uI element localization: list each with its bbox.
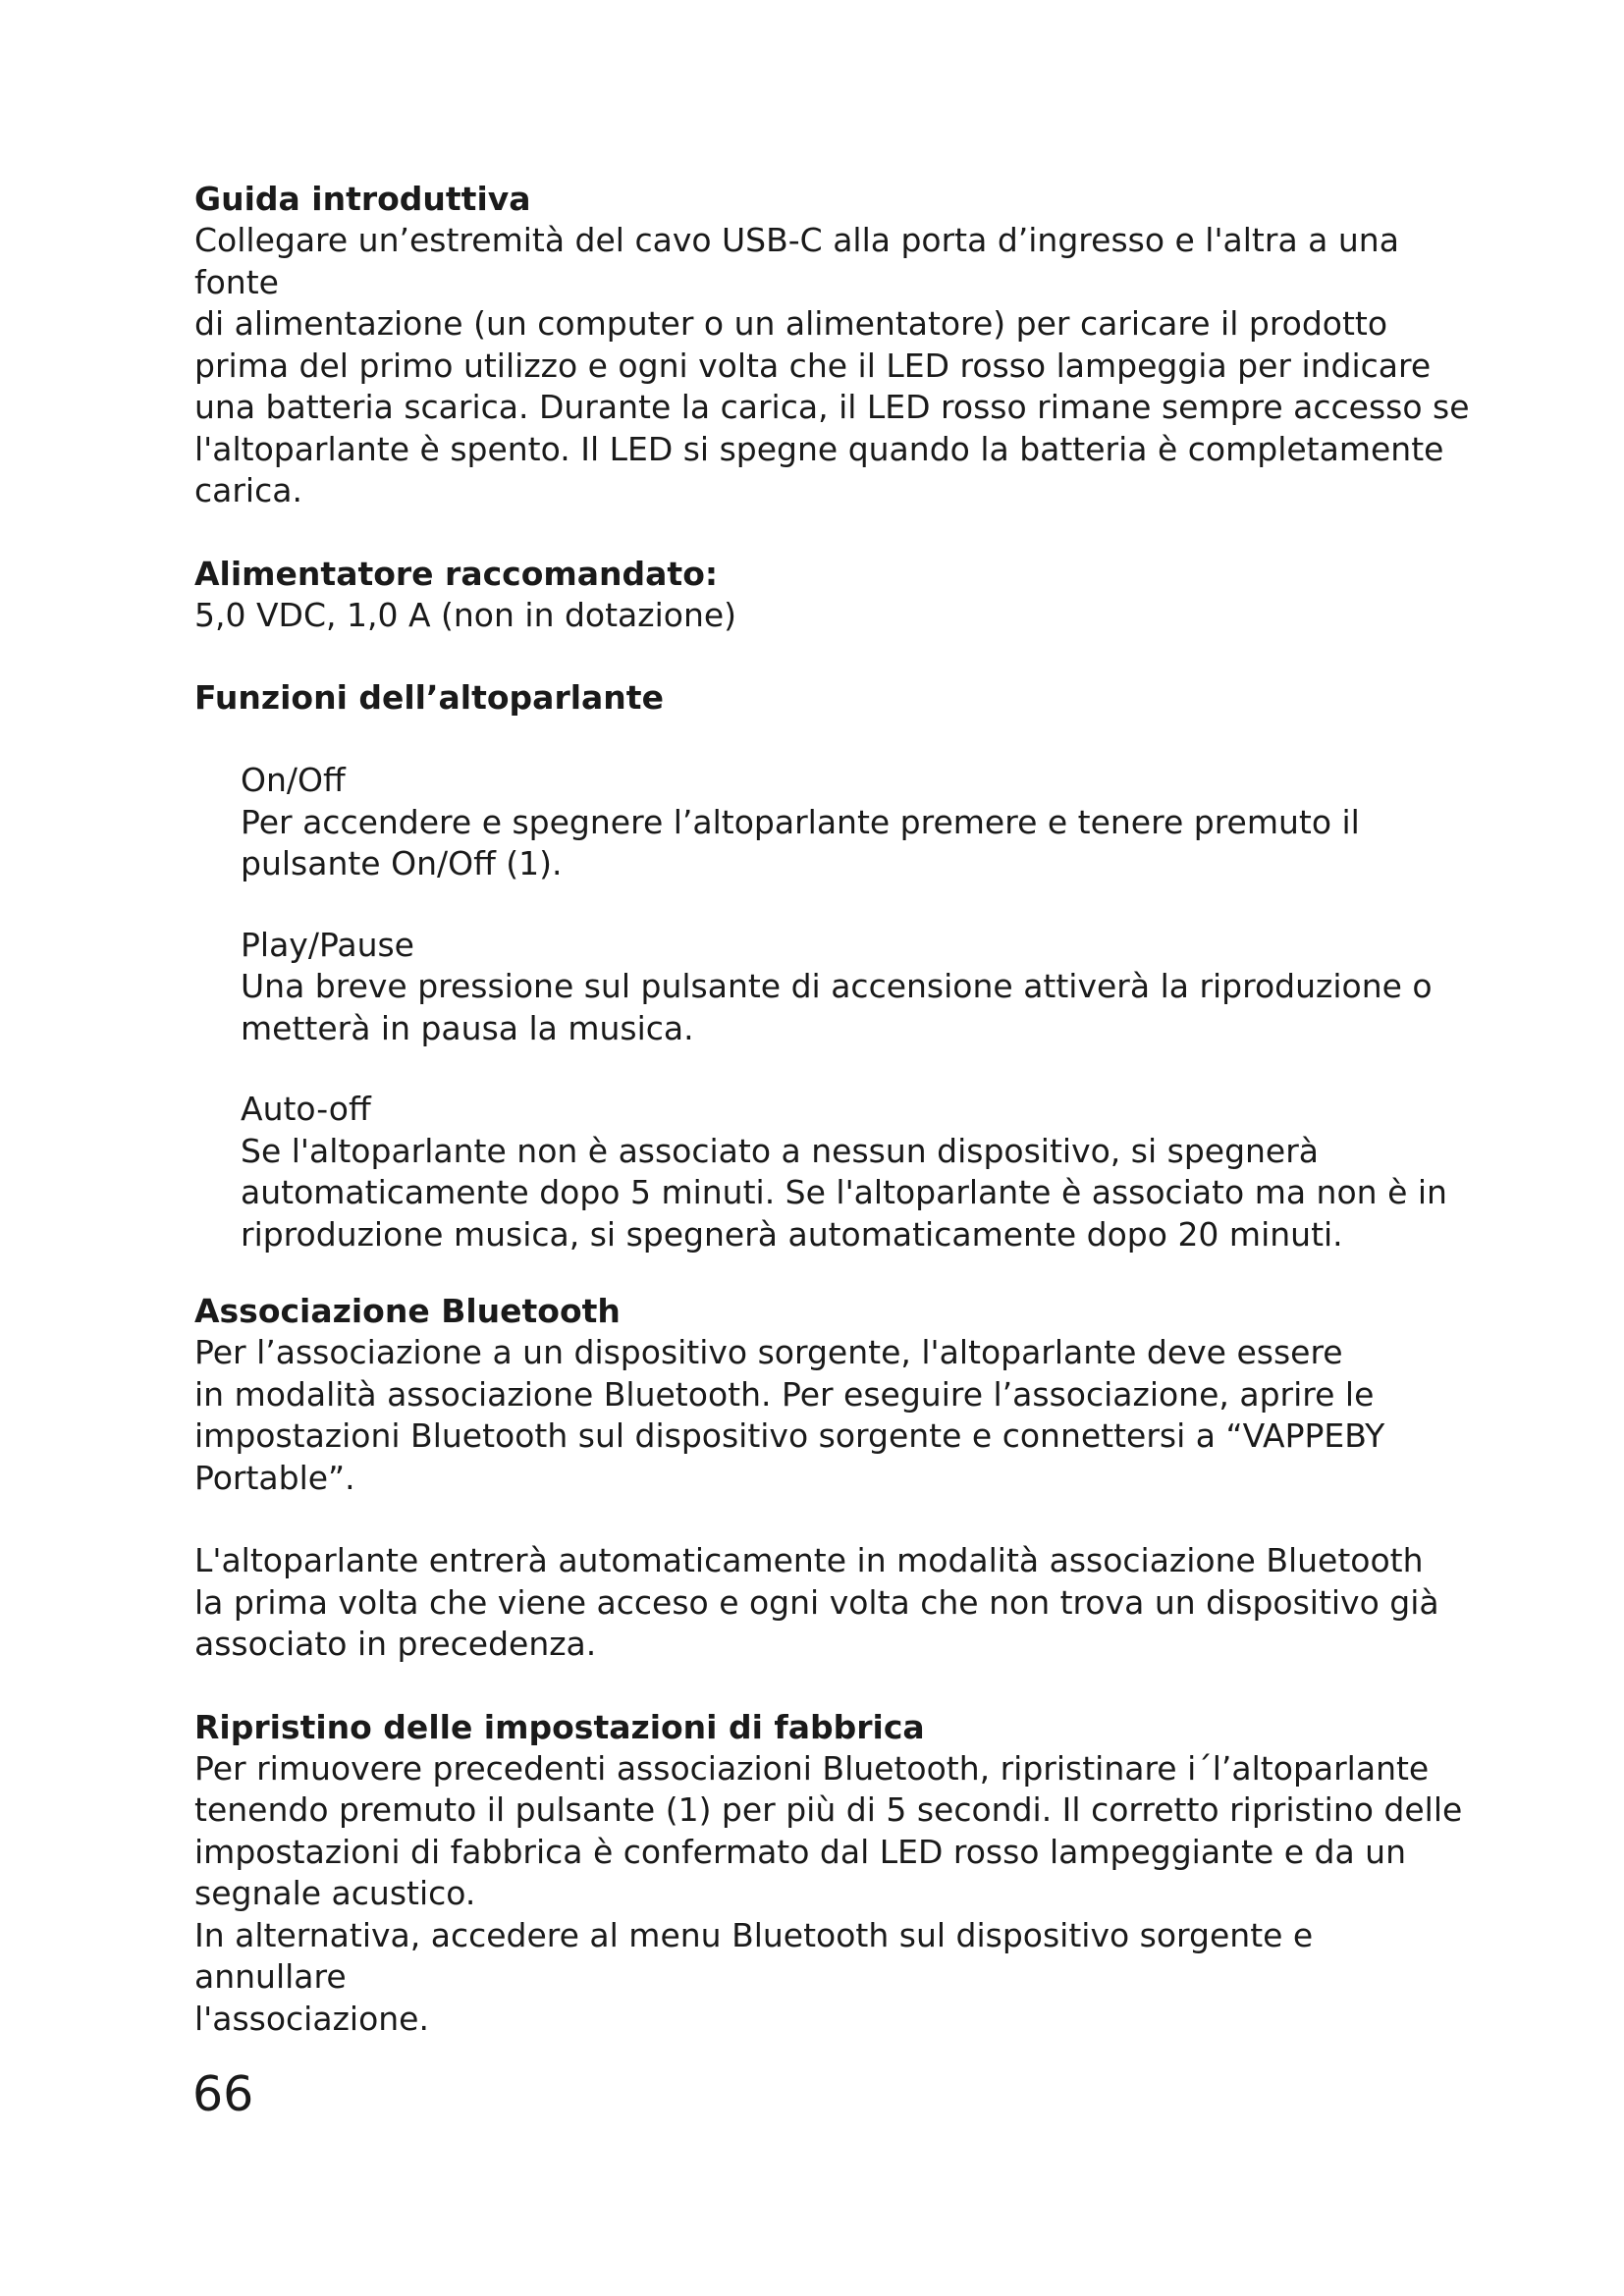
document-page — [194, 179, 1471, 2040]
section-alimentatore — [194, 554, 1471, 637]
section-heading: Associazione Bluetooth — [194, 1292, 621, 1330]
section-heading: Guida introduttiva — [194, 180, 531, 218]
feature-title: Auto-off — [241, 1090, 371, 1128]
feature-body: Per accendere e spegnere l’altoparlante premere e tenere premuto il pulsante On/Off (1). — [241, 802, 1360, 882]
section-body: L'altoparlante entrerà automaticamente in modalità associazione Bluetooth la prima volta che viene acceso e ogni volta che non trova un dispositivo già associato in precedenza. — [194, 1541, 1439, 1663]
section-body: Collegare un’estremità del cavo USB-C alla porta d’ingresso e l'altra a una fonte di alimentazione (un computer o un alimentatore) per caricare il prodotto prima del primo utilizzo e ogni volta che il LED rosso lampeggia per indicare una batteria scarica. Durante la carica, il LED rosso rimane sempre accesso se l'altoparlante è spento. Il LED si spegne quando la batteria è completamente carica. — [194, 221, 1470, 509]
section-bluetooth — [194, 1291, 1471, 1666]
section-body: In alternativa, accedere al menu Bluetooth sul dispositivo sorgente e annullare l'associazione. — [194, 1915, 1314, 2038]
feature-title: Play/Pause — [241, 925, 414, 964]
section-ripristino — [194, 1707, 1471, 2041]
section-heading: Ripristino delle impostazioni di fabbrica — [194, 1707, 925, 1746]
feature-title: On/Off — [241, 761, 346, 799]
section-body: 5,0 VDC, 1,0 A (non in dotazione) — [194, 595, 737, 634]
section-heading: Funzioni dell’altoparlante — [194, 678, 664, 717]
section-guida-introduttiva — [194, 179, 1471, 512]
section-funzioni — [194, 677, 1471, 1255]
feature-onoff — [241, 760, 1471, 885]
section-heading: Alimentatore raccomandato: — [194, 554, 719, 593]
feature-body: Una breve pressione sul pulsante di accensione attiverà la riproduzione o metterà in pausa la musica. — [241, 967, 1433, 1047]
feature-body: Se l'altoparlante non è associato a nessun dispositivo, si spegnerà automaticamente dopo 5 minuti. Se l'altoparlante è associato ma non è in riproduzione musica, si spegnerà automaticamente dopo 20 minuti. — [241, 1131, 1447, 1254]
feature-play-pause — [241, 925, 1471, 1050]
page-number: 66 — [192, 2066, 254, 2122]
section-body: Per rimuovere precedenti associazioni Bluetooth, ripristinare i´l’altoparlante tenendo premuto il pulsante (1) per più di 5 secondi. Il corretto ripristino delle impostazioni di fabbrica è confermato dal LED rosso lampeggiante e da un segnale acustico. — [194, 1748, 1463, 1912]
feature-auto-off — [241, 1089, 1471, 1255]
section-body: Per l’associazione a un dispositivo sorgente, l'altoparlante deve essere in modalità associazione Bluetooth. Per eseguire l’associazione, aprire le impostazioni Bluetooth sul dispositivo sorgente e connettersi a “VAPPEBY Portable”. — [194, 1333, 1385, 1497]
